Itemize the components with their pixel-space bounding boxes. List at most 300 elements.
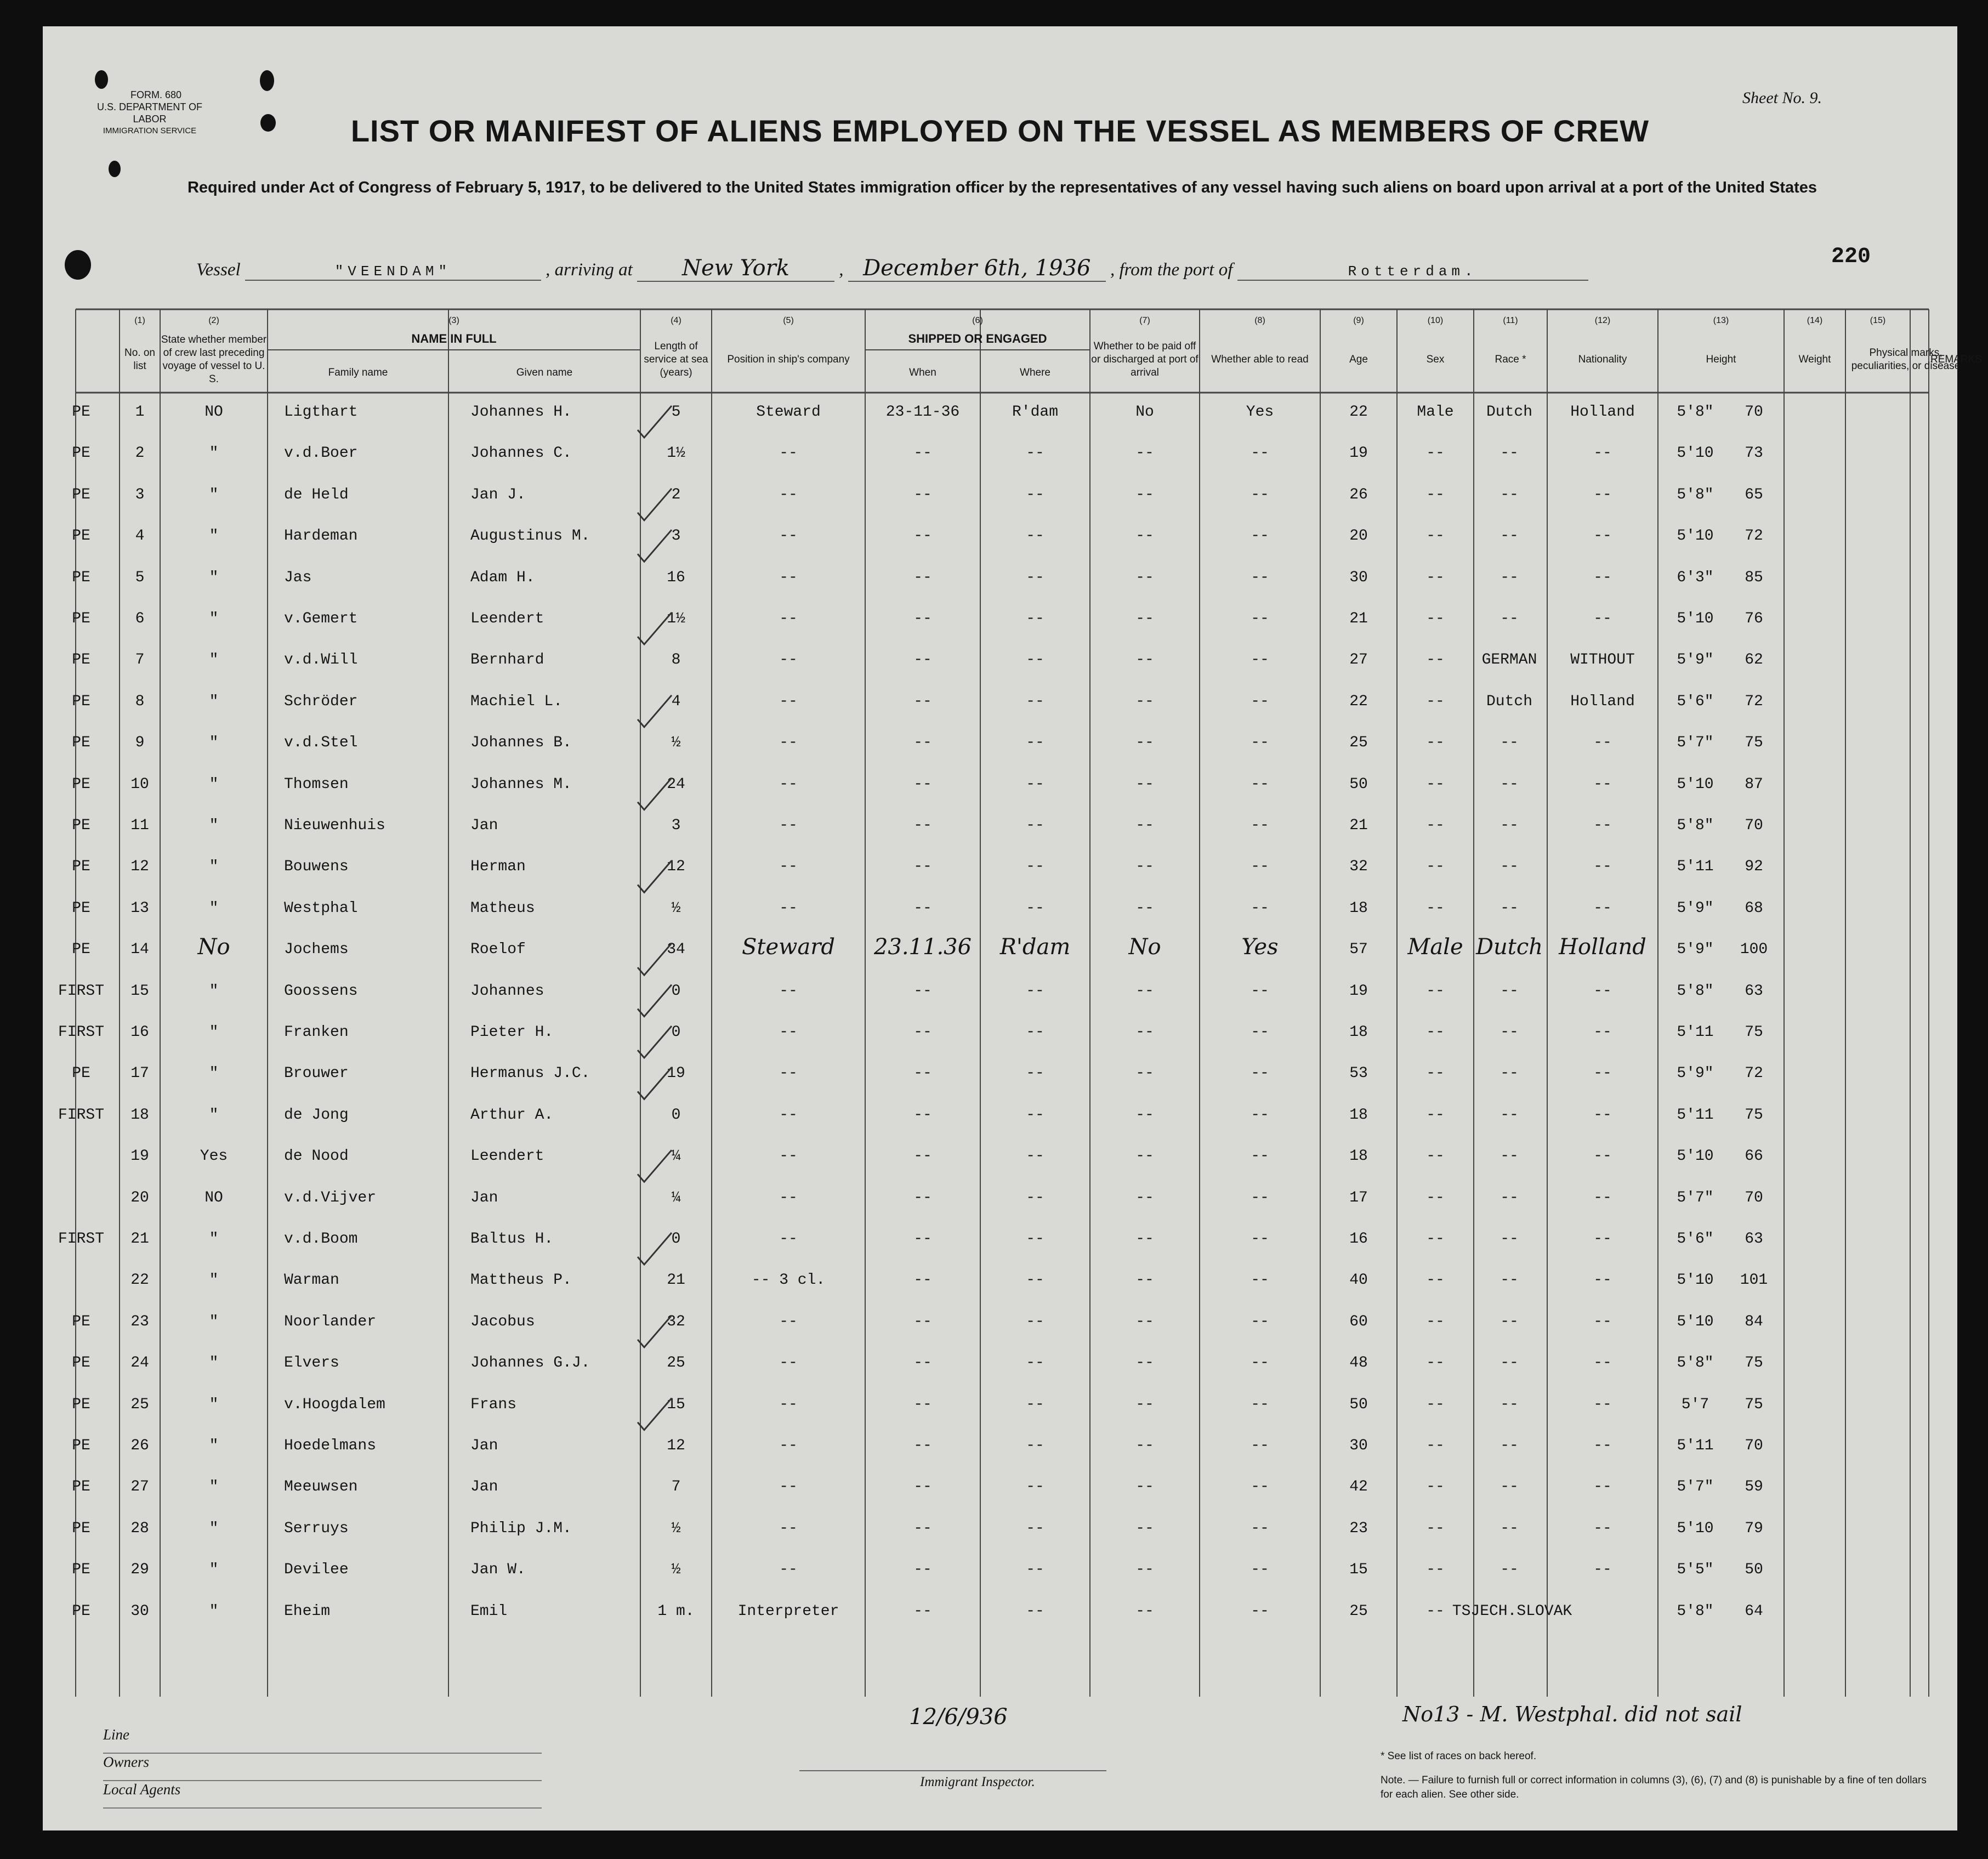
weight: 87 (1745, 775, 1763, 793)
row-number: 10 (130, 775, 149, 793)
paid-off: -- (1135, 610, 1154, 627)
shipped-when: -- (913, 858, 932, 876)
check-mark (638, 1398, 672, 1430)
position: -- (779, 651, 798, 669)
position: -- (779, 1065, 798, 1082)
shipped-when: -- (913, 1024, 932, 1041)
service-length: ¼ (671, 1189, 681, 1206)
given-name: Leendert (470, 610, 544, 627)
race: -- (1500, 1231, 1519, 1248)
col-able-to-read: Whether able to read (1211, 354, 1309, 365)
check-mark (638, 943, 672, 975)
race: -- (1500, 486, 1519, 503)
check-mark (638, 778, 672, 810)
able-to-read: -- (1251, 1354, 1269, 1372)
page-title: LIST OR MANIFEST OF ALIENS EMPLOYED ON THE VESSEL AS MEMBERS OF CREW (350, 114, 1650, 148)
family-name: v.d.Stel (284, 734, 358, 752)
check-mark (638, 1233, 672, 1265)
previous-voyage: " (209, 1478, 219, 1496)
row-number: 17 (130, 1065, 149, 1082)
position: -- (779, 1024, 798, 1041)
family-name: v.d.Boer (284, 445, 358, 462)
row-number: 25 (130, 1396, 149, 1413)
service-length: 1½ (667, 610, 685, 627)
weight: 65 (1745, 486, 1763, 503)
service-length: 15 (667, 1396, 685, 1413)
column-number: (10) (1427, 316, 1444, 325)
col-no-on-list: No. on list (124, 347, 155, 372)
shipped-where: -- (1026, 1396, 1044, 1413)
family-name: de Nood (284, 1148, 349, 1165)
shipped-where: -- (1026, 1065, 1044, 1082)
given-name: Pieter H. (470, 1024, 554, 1041)
sex: -- (1426, 1065, 1445, 1082)
paid-off: -- (1135, 899, 1154, 917)
position: Steward (756, 404, 821, 421)
vessel-name: "VEENDAM" (245, 263, 541, 281)
able-to-read: -- (1251, 1561, 1269, 1579)
service-length: 12 (667, 1437, 685, 1454)
race: -- (1500, 817, 1519, 834)
weight: 100 (1740, 941, 1768, 959)
paid-off: -- (1135, 1602, 1154, 1620)
height: 5'10 (1677, 528, 1714, 545)
weight: 76 (1745, 610, 1763, 627)
shipped-where: -- (1026, 651, 1044, 669)
row-class-mark: FIRST (58, 1231, 104, 1248)
able-to-read: -- (1251, 817, 1269, 834)
row-class-mark: PE (72, 569, 90, 586)
weight: 79 (1745, 1520, 1763, 1537)
footer-fields (103, 1726, 542, 1809)
given-name: Baltus H. (470, 1231, 554, 1248)
age: 19 (1349, 982, 1368, 1000)
check-mark (638, 489, 672, 520)
able-to-read: -- (1251, 569, 1269, 586)
weight: 75 (1745, 1106, 1763, 1124)
given-name: Johannes M. (470, 775, 572, 793)
age: 21 (1349, 817, 1368, 834)
previous-voyage: " (209, 1272, 219, 1289)
height: 5'10 (1677, 1148, 1714, 1165)
shipped-where: -- (1026, 734, 1044, 752)
age: 40 (1349, 1272, 1368, 1289)
service-length: 1½ (667, 445, 685, 462)
position: -- (779, 775, 798, 793)
service-length: ½ (671, 899, 681, 917)
family-name: Noorlander (284, 1313, 377, 1330)
able-to-read: -- (1251, 486, 1269, 503)
sex: -- (1426, 982, 1445, 1000)
paid-off: -- (1135, 1437, 1154, 1454)
sex: -- (1426, 1354, 1445, 1372)
paid-off: -- (1135, 1313, 1154, 1330)
height: 5'10 (1677, 1313, 1714, 1330)
service-length: 1 m. (657, 1602, 695, 1620)
weight: 50 (1745, 1561, 1763, 1579)
col-family-name: Family name (328, 367, 388, 378)
paid-off: -- (1135, 1106, 1154, 1124)
row-number: 9 (135, 734, 145, 752)
weight: 70 (1745, 404, 1763, 421)
row-class-mark: PE (72, 1437, 90, 1454)
weight: 72 (1745, 693, 1763, 710)
family-name: Elvers (284, 1354, 339, 1372)
previous-voyage: NO (205, 404, 223, 421)
position: -- (779, 693, 798, 710)
nationality: -- (1593, 1148, 1612, 1165)
column-number: (11) (1503, 316, 1518, 325)
paid-off: -- (1135, 1561, 1154, 1579)
able-to-read: Yes (1246, 404, 1274, 421)
family-name: v.d.Will (284, 651, 358, 669)
position: Interpreter (737, 1602, 839, 1620)
service-length: 7 (671, 1478, 681, 1496)
row-class-mark: PE (72, 899, 90, 917)
height: 5'10 (1677, 775, 1714, 793)
paid-off: -- (1135, 1065, 1154, 1082)
row-number: 27 (130, 1478, 149, 1496)
given-name: Jan W. (470, 1561, 526, 1579)
position: -- (779, 899, 798, 917)
height: 5'10 (1677, 1272, 1714, 1289)
shipped-when: -- (913, 1189, 932, 1206)
paid-off: -- (1135, 1520, 1154, 1537)
given-name: Johannes G.J. (470, 1354, 590, 1372)
service-length: 24 (667, 775, 685, 793)
position: -- (779, 858, 798, 876)
race: -- (1500, 610, 1519, 627)
position: Steward (742, 934, 835, 960)
column-number: (7) (1139, 316, 1150, 325)
previous-voyage: " (209, 817, 219, 834)
service-length: 34 (667, 941, 685, 959)
row-class-mark: PE (72, 1561, 90, 1579)
family-name: Brouwer (284, 1065, 349, 1082)
arriving-label: , arriving at (546, 260, 633, 280)
service-length: 3 (671, 817, 681, 834)
able-to-read: -- (1251, 1396, 1269, 1413)
nationality: -- (1593, 858, 1612, 876)
able-to-read: -- (1251, 982, 1269, 1000)
nationality: -- (1593, 1396, 1612, 1413)
service-length: 19 (667, 1065, 685, 1082)
shipped-when: -- (913, 1602, 932, 1620)
row-class-mark: PE (72, 693, 90, 710)
row-class-mark: PE (72, 941, 90, 959)
shipped-where: -- (1026, 528, 1044, 545)
race: -- (1500, 775, 1519, 793)
position: -- (779, 1478, 798, 1496)
previous-voyage: " (209, 486, 219, 503)
paid-off: -- (1135, 528, 1154, 545)
paid-off: -- (1135, 1272, 1154, 1289)
paid-off: -- (1135, 982, 1154, 1000)
inspector-date: 12/6/936 (909, 1704, 1008, 1730)
weight: 64 (1745, 1602, 1763, 1620)
shipped-where: -- (1026, 1231, 1044, 1248)
paid-off: -- (1135, 693, 1154, 710)
position: -- 3 cl. (751, 1272, 826, 1289)
shipped-when: -- (913, 899, 932, 917)
weight: 63 (1745, 1231, 1763, 1248)
sex: -- (1426, 734, 1445, 752)
race: -- (1500, 858, 1519, 876)
age: 16 (1349, 1231, 1368, 1248)
paid-off: -- (1135, 569, 1154, 586)
sex: -- (1426, 486, 1445, 503)
row-number: 12 (130, 858, 149, 876)
given-name: Herman (470, 858, 526, 876)
position: -- (779, 1354, 798, 1372)
family-name: Franken (284, 1024, 349, 1041)
shipped-where: -- (1026, 610, 1044, 627)
shipped-where: -- (1026, 899, 1044, 917)
paid-off: -- (1135, 817, 1154, 834)
sex: -- (1426, 817, 1445, 834)
nationality: -- (1593, 1231, 1612, 1248)
shipped-where: -- (1026, 1437, 1044, 1454)
col-race: Race * (1495, 354, 1526, 365)
race-footnote: * See list of races on back hereof. (1381, 1750, 1537, 1762)
shipped-where: -- (1026, 486, 1044, 503)
family-name: Nieuwenhuis (284, 817, 385, 834)
height: 5'7" (1677, 1478, 1714, 1496)
row-number: 15 (130, 982, 149, 1000)
race: -- (1500, 1106, 1519, 1124)
previous-voyage: " (209, 528, 219, 545)
given-name: Adam H. (470, 569, 535, 586)
row-class-mark: PE (72, 1065, 90, 1082)
check-mark (638, 860, 672, 892)
row-class-mark: PE (72, 404, 90, 421)
sex: -- (1426, 1231, 1445, 1248)
row-number: 23 (130, 1313, 149, 1330)
position: -- (779, 1231, 798, 1248)
shipped-where: -- (1026, 982, 1044, 1000)
height: 5'11 (1677, 1024, 1714, 1041)
shipped-when: -- (913, 1272, 932, 1289)
age: 23 (1349, 1520, 1368, 1537)
weight: 101 (1740, 1272, 1768, 1289)
given-name: Jan (470, 817, 498, 834)
shipped-when: -- (913, 1231, 932, 1248)
age: 32 (1349, 858, 1368, 876)
previous-voyage: No (197, 934, 230, 960)
weight: 72 (1745, 528, 1763, 545)
shipped-where: -- (1026, 693, 1044, 710)
column-number: (13) (1713, 316, 1729, 325)
col-shipped-engaged: SHIPPED OR ENGAGED (908, 332, 1047, 345)
previous-voyage: " (209, 1520, 219, 1537)
row-number: 8 (135, 693, 145, 710)
previous-voyage: " (209, 1396, 219, 1413)
able-to-read: -- (1251, 1065, 1269, 1082)
age: 42 (1349, 1478, 1368, 1496)
able-to-read: -- (1251, 1189, 1269, 1206)
age: 18 (1349, 1148, 1368, 1165)
shipped-when: -- (913, 1520, 932, 1537)
family-name: Eheim (284, 1602, 331, 1620)
service-length: ½ (671, 734, 681, 752)
sex: -- (1426, 693, 1445, 710)
race: -- (1500, 1561, 1519, 1579)
given-name: Machiel L. (470, 693, 563, 710)
shipped-where: -- (1026, 775, 1044, 793)
given-name: Johannes (470, 982, 544, 1000)
shipped-when: -- (913, 693, 932, 710)
age: 25 (1349, 734, 1368, 752)
race: -- (1500, 982, 1519, 1000)
shipped-when: -- (913, 1396, 932, 1413)
row-class-mark: PE (72, 1354, 90, 1372)
height: 5'11 (1677, 858, 1714, 876)
previous-voyage: " (209, 693, 219, 710)
age: 18 (1349, 1106, 1368, 1124)
able-to-read: -- (1251, 445, 1269, 462)
sex: -- (1426, 858, 1445, 876)
owners-field: Owners (103, 1754, 542, 1781)
paid-off: No (1135, 404, 1154, 421)
position: -- (779, 982, 798, 1000)
race: -- (1500, 1065, 1519, 1082)
shipped-when: -- (913, 1313, 932, 1330)
previous-voyage: " (209, 1065, 219, 1082)
inspector-signature-line (799, 1770, 1106, 1771)
previous-voyage: " (209, 1106, 219, 1124)
able-to-read: -- (1251, 610, 1269, 627)
sex: -- (1426, 1561, 1445, 1579)
age: 22 (1349, 693, 1368, 710)
given-name: Augustinus M. (470, 528, 590, 545)
age: 48 (1349, 1354, 1368, 1372)
family-name: Goossens (284, 982, 358, 1000)
manifest-page: FORM. 680 U.S. DEPARTMENT OF LABOR IMMIGRATION SERVICE Sheet No. 9. LIST OR MANIFEST OF ALIENS EMPLOYED ON THE VESSEL AS MEMBERS OF CREW Required under Act of Congress of February 5, 1917, to be delivered to the United States immigration officer by the representatives of any vessel having such aliens on board upon arrival at a port of the United States 220 Vessel "VEENDAM" , arriving at New York , December 6th, 1936 , from the port of Rotterdam. (1) (2) (3) (4) (5) (6) (7) (8) (9) (10) (11) (12) (13) (14) (15) No. on list State whether member of crew last preceding voyage of vessel to U. S. NAME IN FULL Family name Given name Length of service at sea (years) Position in ship's company SHIPPED OR ENGAGED When Where Whether to be paid off or discharged at port of arrival Whether able to read Age Sex Race * Nationality Height Weight Physical marks, peculiarities, or disease REMARKS PE 1 NO Ligthart Johannes H. 5 Steward 23-11-36 R'dam No Yes 22 Male Dutch Holland 5'8" 70 PE 2 " v.d.Boer Johannes C. 1½ -- -- -- -- -- 19 -- -- -- 5'10 73 PE 3 " de Held Jan J. 2 -- -- -- -- -- 26 -- -- -- 5'8" 65 PE 4 " Hardeman Augustinus M. 3 -- -- -- -- -- 20 -- -- -- 5'10 72 PE 5 " Jas Adam H. 16 -- -- -- -- -- 30 -- -- -- 6'3" 85 PE 6 " v.Gemert Leendert 1½ -- -- -- -- -- 21 -- -- -- 5'10 76 PE 7 " v.d.Will Bernhard 8 -- -- -- -- -- 27 -- GERMAN WITHOUT 5'9" 62 PE 8 " Schröder Machiel L. 4 -- -- -- -- -- 22 -- Dutch Holland 5'6" 72 PE 9 " v.d.Stel Johannes B. ½ -- -- -- -- -- 25 -- -- -- 5'7" 75 PE 10 " Thomsen Johannes M. 24 -- -- -- -- -- 50 -- -- -- 5'10 87 PE 11 " Nieuwenhuis Jan 3 -- -- -- -- -- 21 -- -- -- 5'8" 70 PE 12 " Bouwens Herman 12 -- -- -- -- -- 32 -- -- -- 5'11 92 PE 13 " Westphal Matheus ½ -- -- -- -- -- 18 -- -- -- 5'9" 68 PE 14 No Jochems Roelof 34 Steward 23.11.36 R'dam No Yes 57 Male Dutch Holland 5'9" 100 FIRST 15 " Goossens Johannes 0 -- -- -- -- -- 19 -- -- -- 5'8" 63 FIRST 16 " Franken Pieter H. 0 -- -- -- -- -- 18 -- -- -- 5'11 75 PE 17 " Brouwer Hermanus J.C. 19 -- -- -- -- -- 53 -- -- -- 5'9" 72 FIRST 18 " de Jong Arthur A. 0 -- -- -- -- -- 18 -- -- -- 5'11 75 19 Yes de Nood Leendert ¼ -- -- -- -- -- 18 -- -- -- 5'10 66 20 NO v.d.Vijver Jan ¼ -- -- -- -- -- 17 -- -- -- 5'7" 70 FIRST 21 " v.d.Boom Baltus H. 0 -- -- -- -- -- 16 -- -- -- 5'6" 63 22 " Warman Mattheus P. 21 -- 3 cl. -- -- -- -- 40 -- -- -- 5'10 101 PE 23 " Noorlander Jacobus 32 -- -- -- -- -- 60 -- -- -- 5'10 84 PE 24 " Elvers Johannes G.J. 25 -- -- -- -- -- 48 -- -- -- 5'8" 75 PE 25 " v.Hoogdalem Frans 15 -- -- -- -- -- 50 -- -- -- 5'7 75 PE 26 " Hoedelmans Jan 12 -- -- -- -- -- 30 -- -- -- 5'11 70 PE 27 " Meeuwsen Jan 7 -- -- -- -- -- 42 -- -- -- 5'7" 59 PE 28 " Serruys Philip J.M. ½ -- -- -- -- -- 23 -- -- -- 5'10 79 PE 29 " Devilee Jan W. ½ -- -- -- -- -- 15 -- -- -- 5'5" 50 PE 30 " Eheim Emil 1 m. Interpreter -- -- -- -- 25 -- TSJECH.SLOVAK 5'8" 64 Line Owners Local Agents Immigrant Inspector. 12/6/936 No13 - M. Westphal. did not sail * See list of races on back hereof. Note. — Failure to furnish full or correct information in columns (3), (6), (7) and (8) is punishable by a fine of ten dollars for each alien. See other side. (43, 26, 1957, 1830)
previous-voyage: " (209, 445, 219, 462)
family-name: de Held (284, 486, 349, 503)
nationality: -- (1593, 610, 1612, 627)
family-name: Hoedelmans (284, 1437, 377, 1454)
shipped-when: -- (913, 1478, 932, 1496)
department-name: U.S. DEPARTMENT OF LABOR (96, 101, 203, 124)
shipped-where: -- (1026, 1354, 1044, 1372)
height: 5'7" (1677, 734, 1714, 752)
age: 20 (1349, 528, 1368, 545)
family-name: v.Gemert (284, 610, 358, 627)
service-length: 0 (671, 1106, 681, 1124)
race: -- (1500, 1313, 1519, 1330)
shipped-where: -- (1026, 1602, 1044, 1620)
family-name: Thomsen (284, 775, 349, 793)
nationality: -- (1593, 1189, 1612, 1206)
row-number: 29 (130, 1561, 149, 1579)
sex: -- (1426, 1396, 1445, 1413)
able-to-read: -- (1251, 693, 1269, 710)
row-class-mark: PE (72, 445, 90, 462)
sex: -- (1426, 1106, 1445, 1124)
previous-voyage: " (209, 1561, 219, 1579)
weight: 63 (1745, 982, 1763, 1000)
race: -- (1500, 1437, 1519, 1454)
race: -- (1500, 1189, 1519, 1206)
shipped-where: -- (1026, 569, 1044, 586)
sex: -- (1426, 528, 1445, 545)
paid-off: -- (1135, 486, 1154, 503)
row-number: 13 (130, 899, 149, 917)
given-name: Jan (470, 1478, 498, 1496)
race: -- (1500, 1354, 1519, 1372)
race: -- (1500, 569, 1519, 586)
height: 5'11 (1677, 1437, 1714, 1454)
shipped-when: -- (913, 528, 932, 545)
row-number: 30 (130, 1602, 149, 1620)
race: TSJECH.SLOVAK (1452, 1602, 1572, 1620)
check-mark (638, 985, 672, 1017)
previous-voyage: " (209, 734, 219, 752)
check-mark (638, 695, 672, 727)
check-mark (638, 1316, 672, 1347)
shipped-where: -- (1026, 1520, 1044, 1537)
age: 50 (1349, 1396, 1368, 1413)
given-name: Jan (470, 1437, 498, 1454)
row-class-mark: PE (72, 817, 90, 834)
arrival-port: New York (637, 256, 834, 282)
family-name: Hardeman (284, 528, 358, 545)
row-number: 26 (130, 1437, 149, 1454)
nationality: -- (1593, 734, 1612, 752)
inspector-label: Immigrant Inspector. (920, 1775, 1035, 1789)
age: 25 (1349, 1602, 1368, 1620)
position: -- (779, 1313, 798, 1330)
service-length: ½ (671, 1561, 681, 1579)
col-sex: Sex (1426, 354, 1445, 365)
penalty-note: Note. — Failure to furnish full or correct information in columns (3), (6), (7) and (8) is punishable by a fine of ten dollars for each alien. See other side. (1381, 1775, 1927, 1800)
shipped-where: -- (1026, 1024, 1044, 1041)
service-length: 32 (667, 1313, 685, 1330)
sex: -- (1426, 1272, 1445, 1289)
able-to-read: -- (1251, 1602, 1269, 1620)
col-when: When (909, 367, 936, 378)
page-subtitle: Required under Act of Congress of February 5, 1917, to be delivered to the United States immigration officer by the representatives of any vessel having such aliens on board upon arrival at a port of the United States (187, 179, 1817, 196)
paid-off: -- (1135, 445, 1154, 462)
service-length: 4 (671, 693, 681, 710)
previous-voyage: " (209, 1231, 219, 1248)
shipped-when: 23-11-36 (885, 404, 960, 421)
col-name-in-full: NAME IN FULL (411, 332, 497, 345)
family-name: Schröder (284, 693, 358, 710)
nationality: -- (1593, 486, 1612, 503)
nationality: -- (1593, 1272, 1612, 1289)
weight: 92 (1745, 858, 1763, 876)
row-number: 24 (130, 1354, 149, 1372)
height: 5'8" (1677, 404, 1714, 421)
column-number: (12) (1594, 316, 1611, 325)
previous-voyage: " (209, 982, 219, 1000)
race: -- (1500, 1024, 1519, 1041)
position: -- (779, 569, 798, 586)
able-to-read: -- (1251, 899, 1269, 917)
check-marks (43, 26, 1957, 1830)
position: -- (779, 734, 798, 752)
row-number: 20 (130, 1189, 149, 1206)
shipped-when: 23.11.36 (873, 934, 972, 960)
position: -- (779, 528, 798, 545)
shipped-where: R'dam (999, 934, 1071, 960)
sheet-label: Sheet No. (1742, 89, 1805, 107)
sex: -- (1426, 899, 1445, 917)
height: 5'7" (1677, 1189, 1714, 1206)
position: -- (779, 1520, 798, 1537)
